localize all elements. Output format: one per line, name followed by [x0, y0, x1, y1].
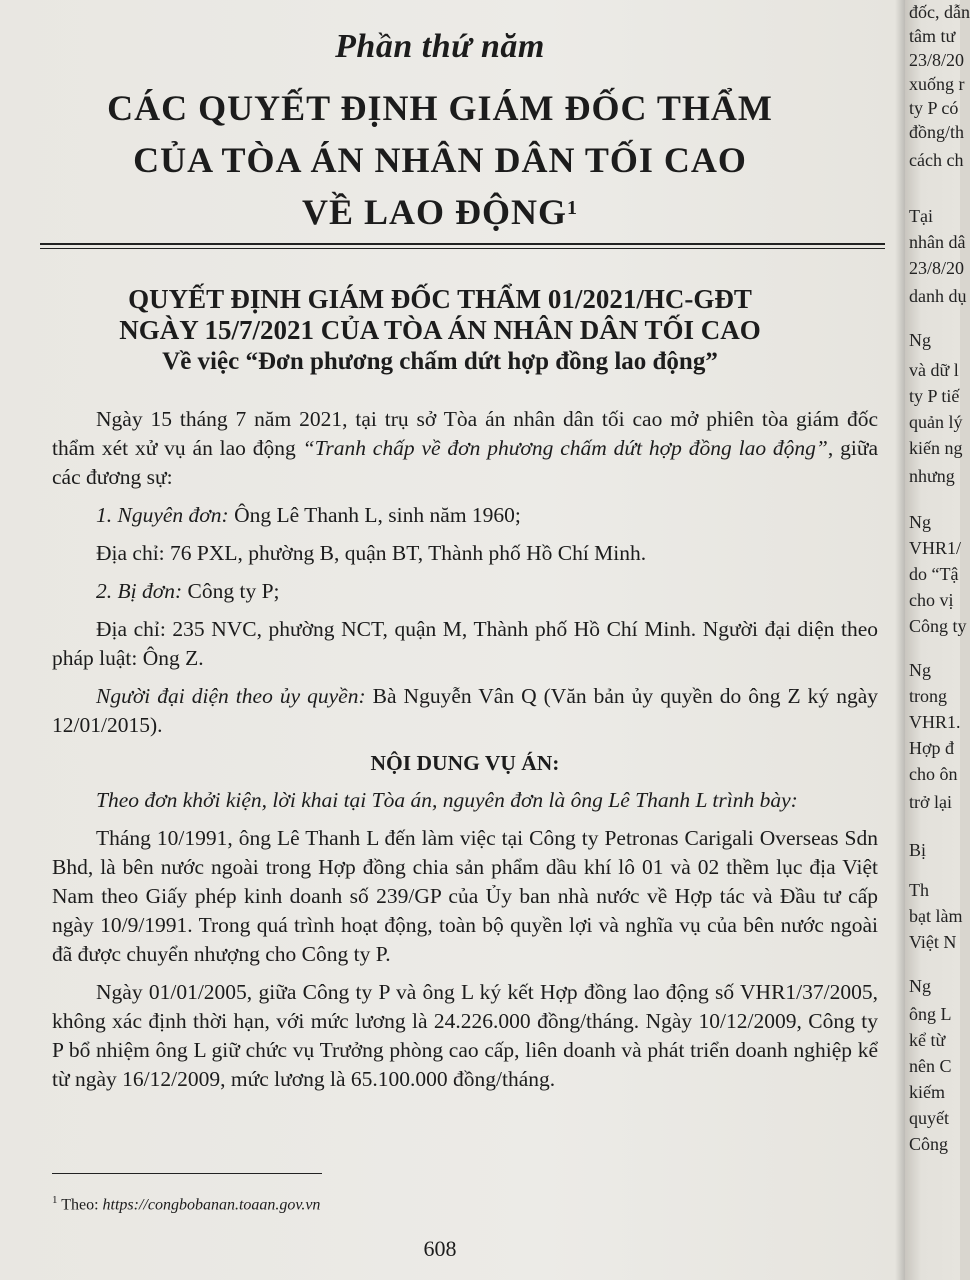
- facing-page-fragment: quyết: [909, 1108, 949, 1128]
- intro-statement: [52, 786, 878, 815]
- main-title-line-1: CÁC QUYẾT ĐỊNH GIÁM ĐỐC THẨM: [107, 88, 773, 128]
- facing-page-fragment: cách ch: [909, 150, 964, 170]
- facing-page-fragment: ông L: [909, 1004, 952, 1024]
- facing-page-fragment: cho vị: [909, 590, 954, 610]
- section-heading: NỘI DUNG VỤ ÁN:: [370, 751, 560, 775]
- defendant-value: Công ty P;: [182, 579, 280, 603]
- facing-page-fragment: do “Tậ: [909, 564, 959, 584]
- facing-page-fragment: đồng/th: [909, 122, 965, 142]
- opening-text-end: , giữa các đương sự:: [52, 436, 879, 489]
- facing-page-fragment: cho ôn: [909, 764, 958, 784]
- footnote-mark: 1: [52, 1194, 58, 1206]
- facing-page-fragment: Ng: [909, 330, 931, 350]
- facing-page-fragment: kiến ng: [909, 438, 963, 458]
- main-title-line-2: CỦA TÒA ÁN NHÂN DÂN TỐI CAO: [133, 140, 747, 180]
- facing-page-fragment: VHR1/: [909, 538, 962, 558]
- title-divider: [40, 243, 885, 249]
- facing-page-fragment: xuống r: [909, 74, 965, 94]
- plaintiff-line: [52, 501, 878, 530]
- decision-heading: [0, 284, 880, 377]
- decision-subject: Về việc “Đơn phương chấm dứt hợp đồng lao động”: [162, 348, 718, 375]
- document-body: [52, 405, 878, 1103]
- footnote-reference[interactable]: 1: [567, 197, 579, 219]
- facing-page-fragment: 23/8/20: [909, 258, 965, 278]
- footnote-prefix: Theo:: [57, 1196, 103, 1214]
- facing-page-fragment: ty P có: [909, 98, 959, 118]
- facing-page-fragment: Công ty: [909, 616, 967, 636]
- facing-page-fragment: Hợp đ: [909, 738, 955, 758]
- paragraph-labor-contract: Ngày 01/01/2005, giữa Công ty P và ông L ký kết Hợp đồng lao động số VHR1/37/2005, không xác định thời hạn, với mức lương là 24.226.000 đồng/tháng. Ngày 10/12/2009, Công ty P bổ nhiệm ông L giữ chức vụ Trưởng phòng cao cấp, liên doanh và phát triển doanh nghiệp kể từ ngày 16/12/2009, mức lương là 65.100.000 đồng/tháng.: [52, 980, 878, 1091]
- opening-paragraph: [52, 405, 878, 492]
- facing-page-fragment: kể từ: [909, 1030, 946, 1050]
- decision-line-2: NGÀY 15/7/2021 CỦA TÒA ÁN NHÂN DÂN TỐI CAO: [119, 315, 761, 345]
- facing-page-fragment: trở lại: [909, 792, 953, 812]
- representative-label: Người đại diện theo ủy quyền:: [96, 684, 366, 708]
- defendant-address: Địa chỉ: 235 NVC, phường NCT, quận M, Thành phố Hồ Chí Minh. Người đại diện theo pháp luật: Ông Z.: [52, 617, 878, 670]
- facing-page-fragment: nên C: [909, 1056, 952, 1076]
- facing-page-fragment: nhưng: [909, 466, 955, 486]
- representative-line: [52, 682, 878, 740]
- defendant-label: 2. Bị đơn:: [96, 579, 183, 603]
- facing-page-fragment: Việt N: [909, 932, 957, 952]
- facing-page-fragment: Ng: [909, 660, 931, 680]
- facing-page-fragment: quản lý: [909, 412, 963, 432]
- representative-value: Bà Nguyễn Vân Q (Văn bản ủy quyền do ông Z ký ngày 12/01/2015).: [52, 684, 878, 737]
- facing-page-fragment: nhân dâ: [909, 232, 966, 252]
- facing-page: [905, 0, 970, 1280]
- plaintiff-address: Địa chỉ: 76 PXL, phường B, quận BT, Thành phố Hồ Chí Minh.: [96, 541, 647, 565]
- facing-page-fragment: Tại: [909, 206, 933, 226]
- facing-page-fragment: Ng: [909, 976, 931, 996]
- case-name: “Tranh chấp về đơn phương chấm dứt hợp đồng lao động”: [302, 436, 828, 460]
- facing-page-fragment: Bị: [909, 840, 927, 860]
- decision-line-1: QUYẾT ĐỊNH GIÁM ĐỐC THẨM 01/2021/HC-GĐT: [128, 284, 752, 314]
- page-number: 608: [423, 1236, 457, 1261]
- opening-text: Ngày 15 tháng 7 năm 2021, tại trụ sở Tòa án nhân dân tối cao mở phiên tòa giám đốc thẩm xét xử vụ án lao động: [52, 407, 878, 460]
- paragraph-employment-history: Tháng 10/1991, ông Lê Thanh L đến làm việc tại Công ty Petronas Carigali Overseas Sdn Bhd, là bên nước ngoài trong Hợp đồng chia sản phẩm dầu khí lô 01 và 02 thềm lục địa Việt Nam theo Giấy phép kinh doanh số 239/GP của Ủy ban nhà nước về Hợp tác và Đầu tư cấp ngày 10/9/1991. Trong quá trình hoạt động, toàn bộ quyền lợi và nghĩa vụ của bên nước ngoài đã được chuyển nhượng cho Công ty P.: [52, 826, 878, 966]
- facing-page-fragment: Công: [909, 1134, 949, 1154]
- main-title: [0, 82, 880, 238]
- facing-page-fragment: 23/8/20: [909, 50, 965, 70]
- intro-statement-text: Theo đơn khởi kiện, lời khai tại Tòa án, nguyên đơn là ông Lê Thanh L trình bày:: [96, 788, 798, 812]
- main-title-line-3: [0, 186, 880, 238]
- footnote-link[interactable]: https://congbobanan.toaan.gov.vn: [102, 1196, 321, 1214]
- facing-page-fragment: bạt làm: [909, 906, 963, 926]
- plaintiff-label: 1. Nguyên đơn:: [96, 503, 229, 527]
- facing-page-fragment: ty P tiế: [909, 386, 960, 406]
- facing-page-fragment: Ng: [909, 512, 931, 532]
- plaintiff-value: Ông Lê Thanh L, sinh năm 1960;: [228, 503, 521, 527]
- main-title-line-3-text: VỀ LAO ĐỘNG: [301, 192, 568, 232]
- facing-page-fragment: kiếm: [909, 1082, 945, 1102]
- part-title: Phần thứ năm: [335, 28, 545, 65]
- facing-page-fragment: danh dụ: [909, 286, 967, 306]
- facing-page-fragment: VHR1.: [909, 712, 961, 732]
- facing-page-fragment: trong: [909, 686, 947, 706]
- defendant-line: [52, 577, 878, 606]
- facing-page-fragment: và dữ l: [909, 360, 959, 380]
- footnote: [52, 1194, 320, 1214]
- facing-page-fragment: Th: [909, 880, 929, 900]
- facing-page-fragment: tâm tư: [909, 26, 956, 46]
- footnote-divider: [52, 1173, 322, 1174]
- facing-page-fragment: đốc, dẫn: [909, 2, 970, 22]
